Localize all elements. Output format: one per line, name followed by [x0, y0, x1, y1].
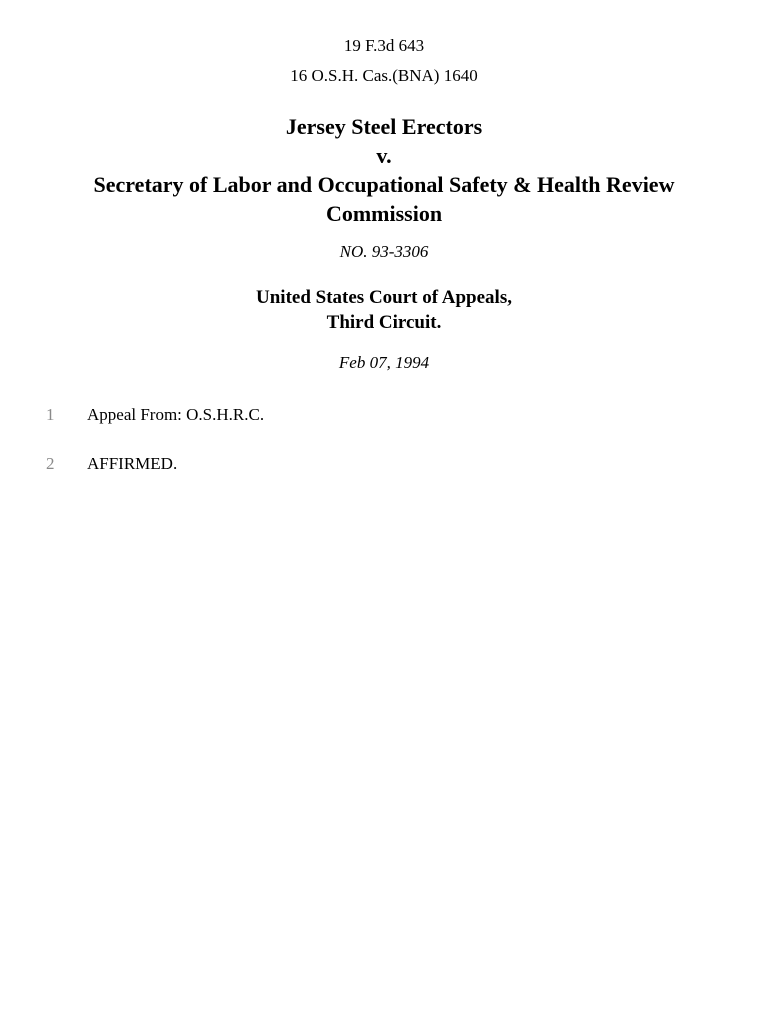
case-caption: [40, 112, 728, 228]
court-name-line-1: United States Court of Appeals,: [256, 287, 512, 308]
docket-number: NO. 93-3306: [339, 242, 429, 261]
paragraph-number: 1: [46, 405, 55, 424]
defendant-name-line-2: Commission: [325, 201, 443, 226]
paragraph-text: Appeal From: O.S.H.R.C.: [87, 405, 265, 424]
court-name: [0, 285, 768, 335]
versus-label: v.: [376, 143, 392, 168]
court-name-line-2: Third Circuit.: [326, 312, 442, 333]
paragraph-number: 2: [46, 454, 55, 473]
decision-date: Feb 07, 1994: [338, 353, 430, 372]
plaintiff-name: Jersey Steel Erectors: [285, 114, 483, 139]
reporter-citation: 19 F.3d 643: [343, 36, 425, 55]
defendant-name-line-1: Secretary of Labor and Occupational Safety & Health Review: [93, 172, 675, 197]
paragraph-text: AFFIRMED.: [87, 454, 178, 473]
secondary-citation: 16 O.S.H. Cas.(BNA) 1640: [290, 66, 478, 85]
